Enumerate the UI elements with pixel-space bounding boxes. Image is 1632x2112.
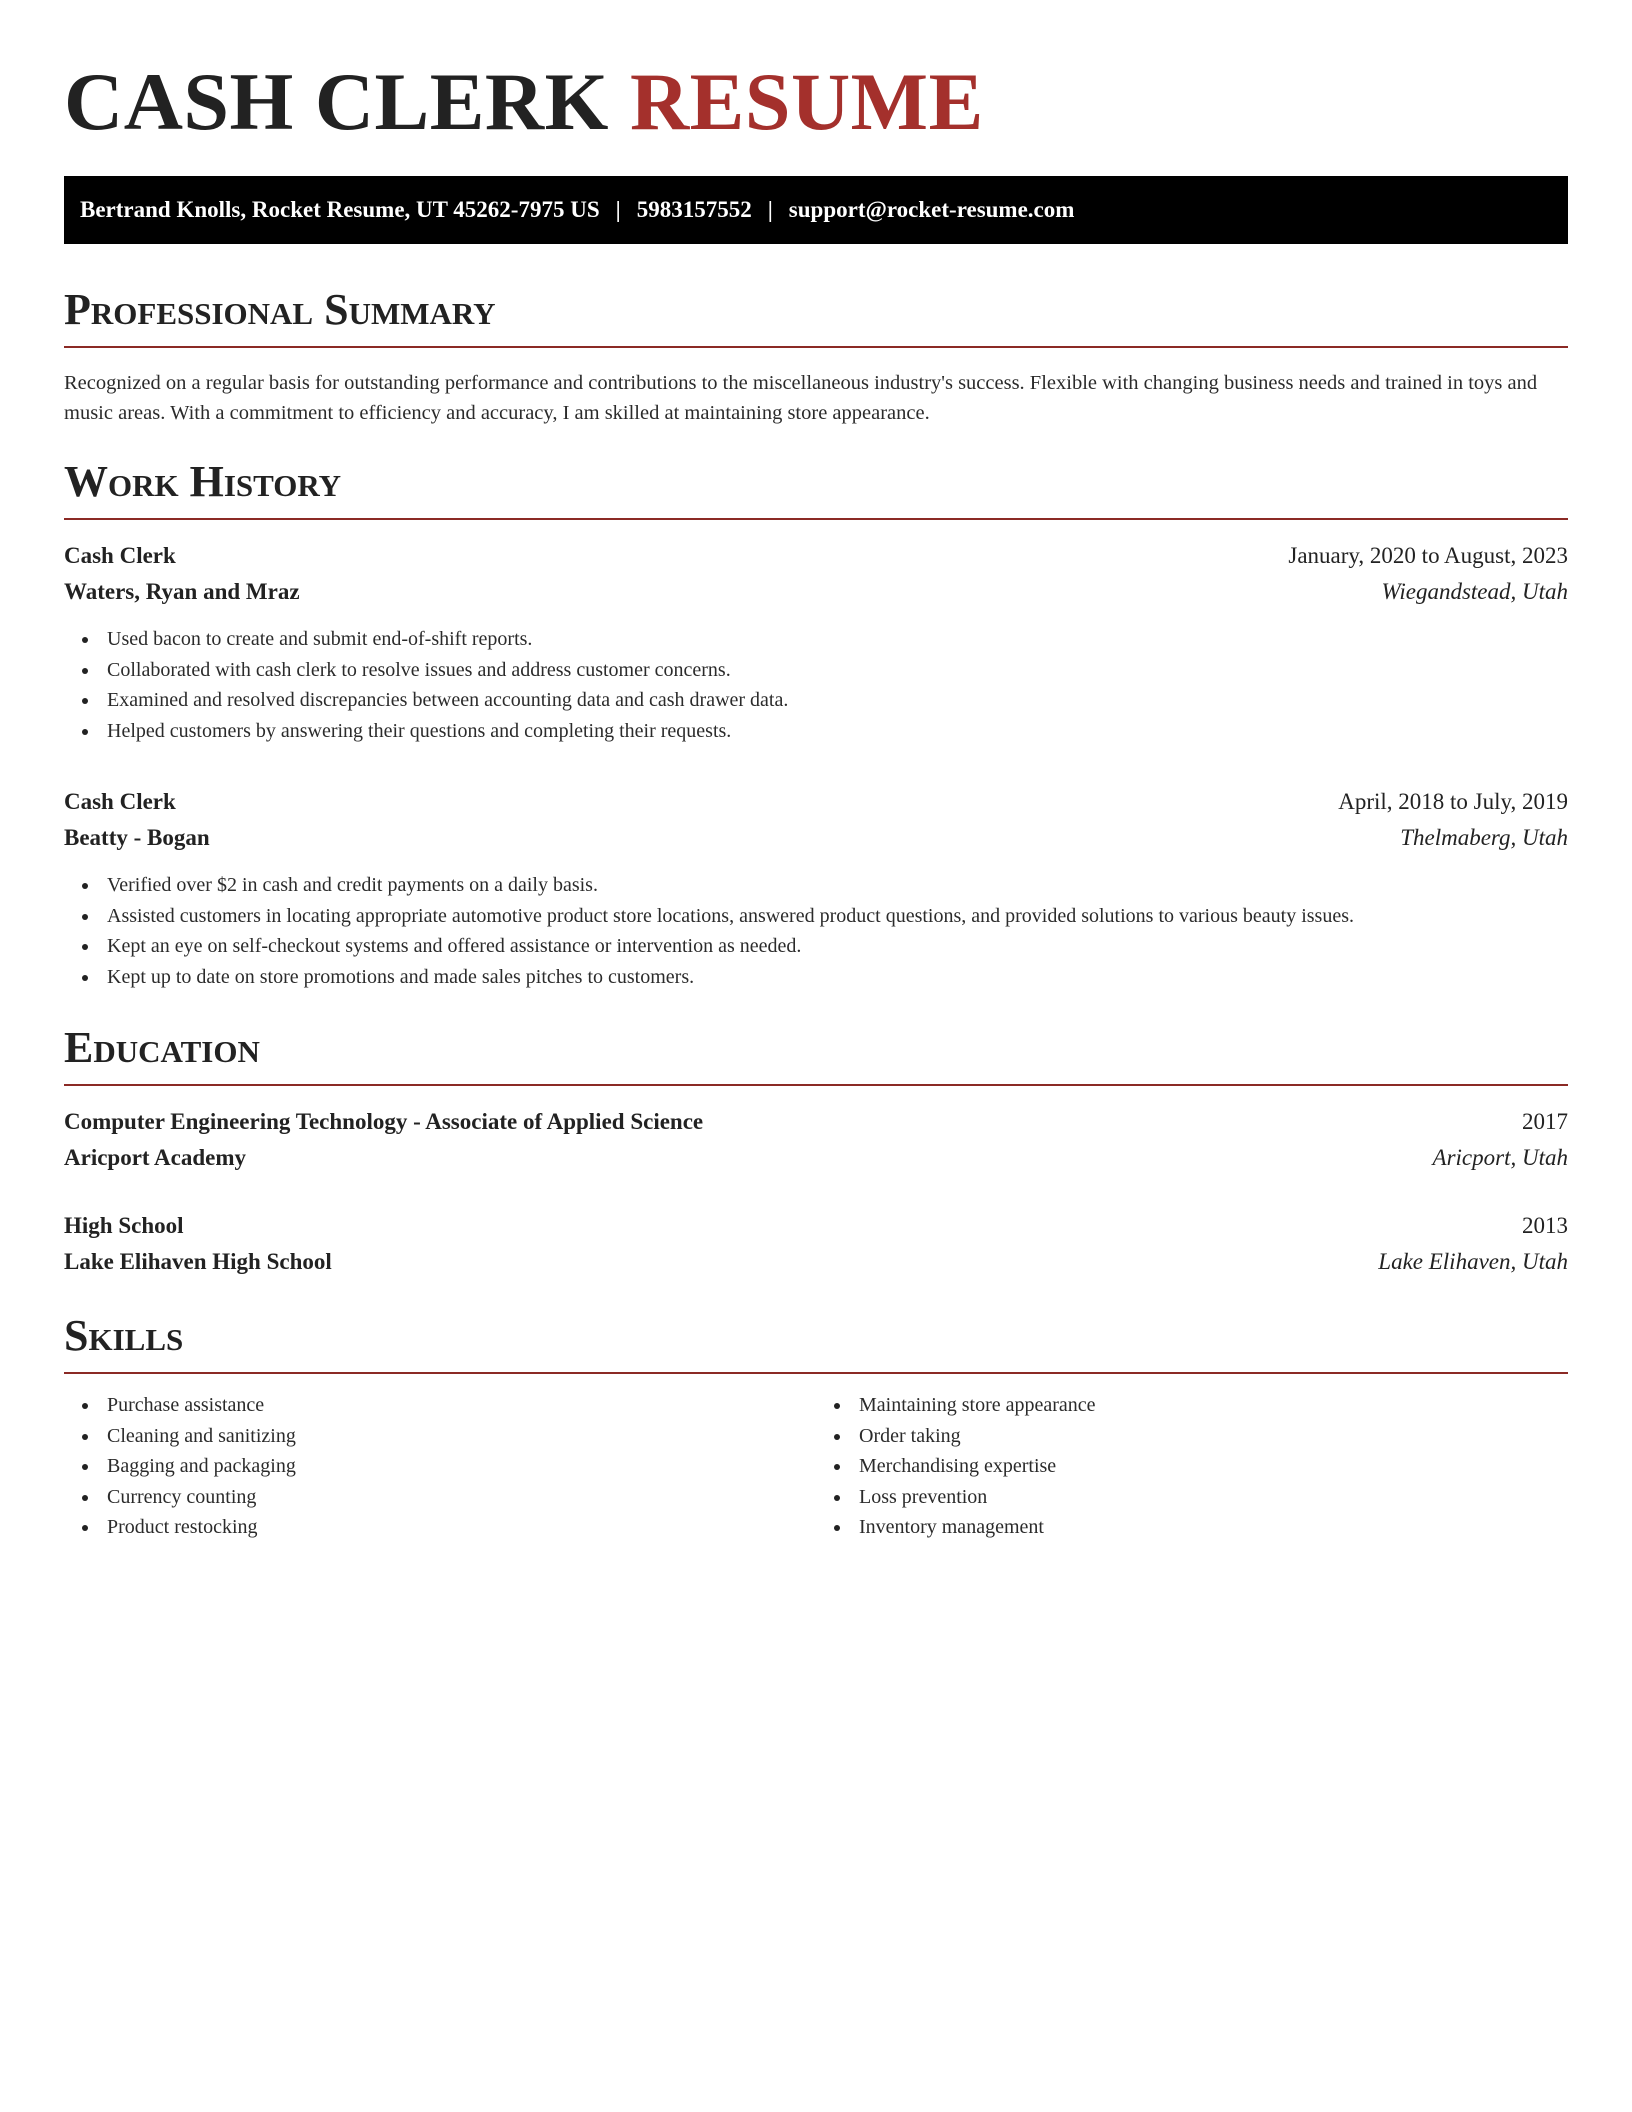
list-item: Kept up to date on store promotions and made sales pitches to customers. xyxy=(107,962,1568,993)
contact-email[interactable]: support@rocket-resume.com xyxy=(788,197,1075,222)
job-entry xyxy=(64,538,1568,746)
job-location: Thelmaberg, Utah xyxy=(1400,825,1568,850)
education-school-row xyxy=(64,1244,1568,1280)
title-accent: RESUME xyxy=(629,56,984,147)
job-title-row xyxy=(64,538,1568,574)
job-bullets xyxy=(64,624,1568,746)
education-year: 2013 xyxy=(1522,1213,1568,1238)
skill-item: Inventory management xyxy=(859,1512,1568,1543)
contact-bar xyxy=(64,176,1568,244)
list-item: Verified over $2 in cash and credit payments on a daily basis. xyxy=(107,870,1568,901)
job-entry xyxy=(64,784,1568,992)
title-main: CASH CLERK xyxy=(64,56,609,147)
education-location: Aricport, Utah xyxy=(1432,1145,1568,1170)
education-entry xyxy=(64,1208,1568,1280)
job-company: Waters, Ryan and Mraz xyxy=(64,579,300,604)
skill-item: Bagging and packaging xyxy=(107,1451,816,1482)
education-location: Lake Elihaven, Utah xyxy=(1378,1249,1568,1274)
education-school: Lake Elihaven High School xyxy=(64,1249,332,1274)
education-degree-row xyxy=(64,1208,1568,1244)
job-company-row xyxy=(64,574,1568,610)
list-item: Collaborated with cash clerk to resolve issues and address customer concerns. xyxy=(107,655,1568,686)
skill-item: Currency counting xyxy=(107,1482,816,1513)
education-degree: Computer Engineering Technology - Associate of Applied Science xyxy=(64,1109,704,1134)
skill-item: Order taking xyxy=(859,1421,1568,1452)
education-degree-row xyxy=(64,1104,1568,1140)
skill-item: Cleaning and sanitizing xyxy=(107,1421,816,1452)
job-dates: April, 2018 to July, 2019 xyxy=(1338,789,1568,814)
job-title: Cash Clerk xyxy=(64,543,176,568)
work-section xyxy=(64,456,1568,992)
skills-section xyxy=(64,1310,1568,1543)
job-title-row xyxy=(64,784,1568,820)
job-company-row xyxy=(64,820,1568,856)
contact-address: Bertrand Knolls, Rocket Resume, UT 45262-7975 US xyxy=(80,197,600,222)
job-company: Beatty - Bogan xyxy=(64,825,210,850)
job-bullets xyxy=(64,870,1568,992)
skill-item: Merchandising expertise xyxy=(859,1451,1568,1482)
skills-right-column xyxy=(816,1390,1568,1543)
education-school-row xyxy=(64,1140,1568,1176)
skill-item: Purchase assistance xyxy=(107,1390,816,1421)
list-item: Examined and resolved discrepancies between accounting data and cash drawer data. xyxy=(107,685,1568,716)
education-section xyxy=(64,1022,1568,1280)
contact-separator: | xyxy=(615,197,621,222)
education-heading: Education xyxy=(64,1022,1568,1086)
list-item: Assisted customers in locating appropriate automotive product store locations, answered product questions, and provided solutions to various beauty issues. xyxy=(107,901,1568,932)
list-item: Helped customers by answering their questions and completing their requests. xyxy=(107,716,1568,747)
skills-heading: Skills xyxy=(64,1310,1568,1374)
education-year: 2017 xyxy=(1522,1109,1568,1134)
list-item: Used bacon to create and submit end-of-shift reports. xyxy=(107,624,1568,655)
education-degree: High School xyxy=(64,1213,184,1238)
resume-title xyxy=(64,54,1568,150)
contact-phone: 5983157552 xyxy=(636,197,752,222)
skill-item: Maintaining store appearance xyxy=(859,1390,1568,1421)
summary-section xyxy=(64,284,1568,428)
job-dates: January, 2020 to August, 2023 xyxy=(1288,543,1568,568)
work-heading: Work History xyxy=(64,456,1568,520)
list-item: Kept an eye on self-checkout systems and offered assistance or intervention as needed. xyxy=(107,931,1568,962)
education-entry xyxy=(64,1104,1568,1176)
job-location: Wiegandstead, Utah xyxy=(1381,579,1568,604)
education-school: Aricport Academy xyxy=(64,1145,247,1170)
contact-separator: | xyxy=(767,197,773,222)
summary-text: Recognized on a regular basis for outstanding performance and contributions to the miscellaneous industry's success. Flexible with changing business needs and trained in toys and music areas. With a commitment to efficiency and accuracy, I am skilled at maintaining store appearance. xyxy=(64,372,1538,424)
job-title: Cash Clerk xyxy=(64,789,176,814)
summary-heading: Professional Summary xyxy=(64,284,1568,348)
skill-item: Loss prevention xyxy=(859,1482,1568,1513)
skill-item: Product restocking xyxy=(107,1512,816,1543)
skills-grid xyxy=(64,1382,1568,1543)
skills-left-column xyxy=(64,1390,816,1543)
